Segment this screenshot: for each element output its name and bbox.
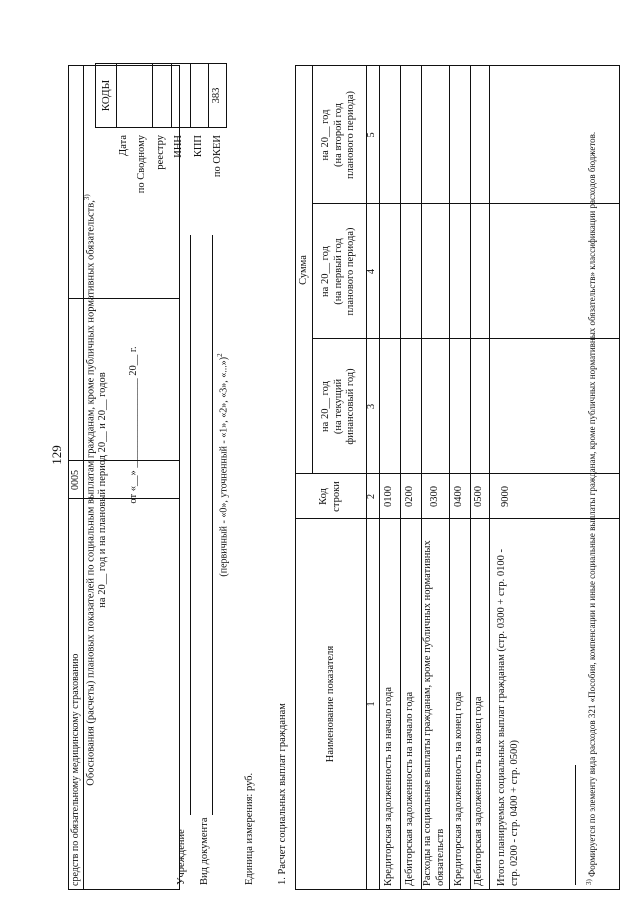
social-payments-table [295, 65, 620, 890]
rotated-document-page: 129 средств по обязательному медицинскому страхованию 0005 Обоснования (расчеты) плановых показателей по социальным выплатам гражданам, кроме публичных нормативных обязательств,$^{3)}$ на 20__ год и на плановый период 20__ и 20__ годов от «__» _________________ 20__ г. Учреждение Вид документа (первичный - «0», уточненный - «1», «2», «3», «...»)$^2$ Единица измерения: руб. Дата по Сводному реестру ИНН КПП по ОКЕИ КОДЫ 383 1. Расчет социальных выплат гражданам Наименование показателя Код строки Сумма на 20__ год (на текущий финансовый год) на 20__ год (на первый год планового периода) на 20__ год (на второй год планового периода) 1 2 3 4 5 Кредиторская задолженность на начало года 0100 Дебиторская задолженность на начало года 0200 Расходы на социальные выплаты гражданам, кроме публичных нормативных обязательств 0300 Кредиторская задолженность на конец года 0400 Дебиторская задолженность на конец года 0500 Итого планируемых социальных выплат гражданам (стр. 0300 + стр. 0100 - стр. 0200 - стр. 0400 + стр. 0500) 9000 $^{3)}$ Формируется по элементу вида расходов 321 «Пособия, компенсации и иные социальные выплаты гражданам, кроме публичных нормативных обязательств» классификации расходов бюджетов. [0, 0, 640, 905]
section-title: 1. Расчет социальных выплат гражданам [277, 703, 288, 885]
doc-type-label: Вид документа [199, 817, 210, 885]
column-header-current-year: на 20__ год (на текущий финансовый год) [320, 368, 357, 445]
table-row-name: Дебиторская задолженность на начало года [404, 691, 416, 886]
document-title-line2: на 20__ год и на плановый период 20__ и 20__ годов [97, 372, 108, 608]
codes-box [95, 63, 227, 128]
table-row-name: Кредиторская задолженность на начало года [383, 686, 395, 886]
page-number: 129 [49, 445, 64, 465]
table-row-code: 9000 [499, 486, 511, 507]
column-header-first-plan-year: на 20__ год (на первый год планового периода) [320, 227, 357, 316]
column-header-code: Код строки [318, 481, 342, 512]
table-row-code: 0400 [453, 486, 465, 507]
document-date-line: от «__» _________________ 20__ г. [128, 346, 139, 504]
table-row-name: Дебиторская задолженность на конец года [473, 696, 485, 886]
column-number-5: 5 [366, 132, 378, 138]
column-number-2: 2 [366, 493, 378, 500]
column-header-name: Наименование показателя [324, 645, 336, 763]
table-row-name: Кредиторская задолженность на конец года [453, 691, 465, 886]
doc-type-field-line[interactable] [212, 235, 213, 815]
unit-label: Единица измерения: руб. [244, 772, 255, 885]
footnote: $^{3)}$ Формируется по элементу вида расходов 321 «Пособия, компенсации и иные социальные выплаты гражданам, кроме публичных нормативных обязательств» классификации расходов бюджетов. [585, 131, 597, 885]
table-row-code: 0200 [404, 486, 416, 507]
document-title-line1: Обоснования (расчеты) плановых показателей по социальным выплатам гражданам, кроме публичных нормативных обязательств,$^{3)}$ [83, 194, 97, 786]
table-row-code: 0100 [383, 486, 395, 507]
institution-field-line[interactable] [190, 235, 191, 815]
doc-kind-hint: (первичный - «0», уточненный - «1», «2», «3», «...»)$^2$ [216, 353, 230, 577]
column-header-sum: Сумма [297, 255, 309, 285]
column-number-4: 4 [366, 268, 378, 275]
column-header-second-plan-year: на 20__ год (на второй год планового периода) [320, 90, 357, 180]
top-table-row-code: 0005 [70, 470, 81, 490]
institution-label: Учреждение [176, 829, 187, 885]
codes-header: КОДЫ [100, 79, 112, 112]
column-number-1: 1 [366, 701, 378, 707]
table-row-code: 0500 [473, 486, 485, 507]
footnote-separator [575, 765, 576, 885]
table-row-code: 0300 [428, 486, 440, 507]
table-row-name: Расходы на социальные выплаты гражданам, кроме публичных нормативных обязательств [422, 540, 446, 886]
top-table-row-text: средств по обязательному медицинскому страхованию [70, 653, 81, 886]
okei-value: 383 [211, 87, 222, 104]
table-row-name: Итого планируемых социальных выплат гражданам (стр. 0300 + стр. 0100 - стр. 0200 - стр. 0400 + стр. 0500) [496, 549, 521, 886]
column-number-3: 3 [366, 403, 378, 410]
